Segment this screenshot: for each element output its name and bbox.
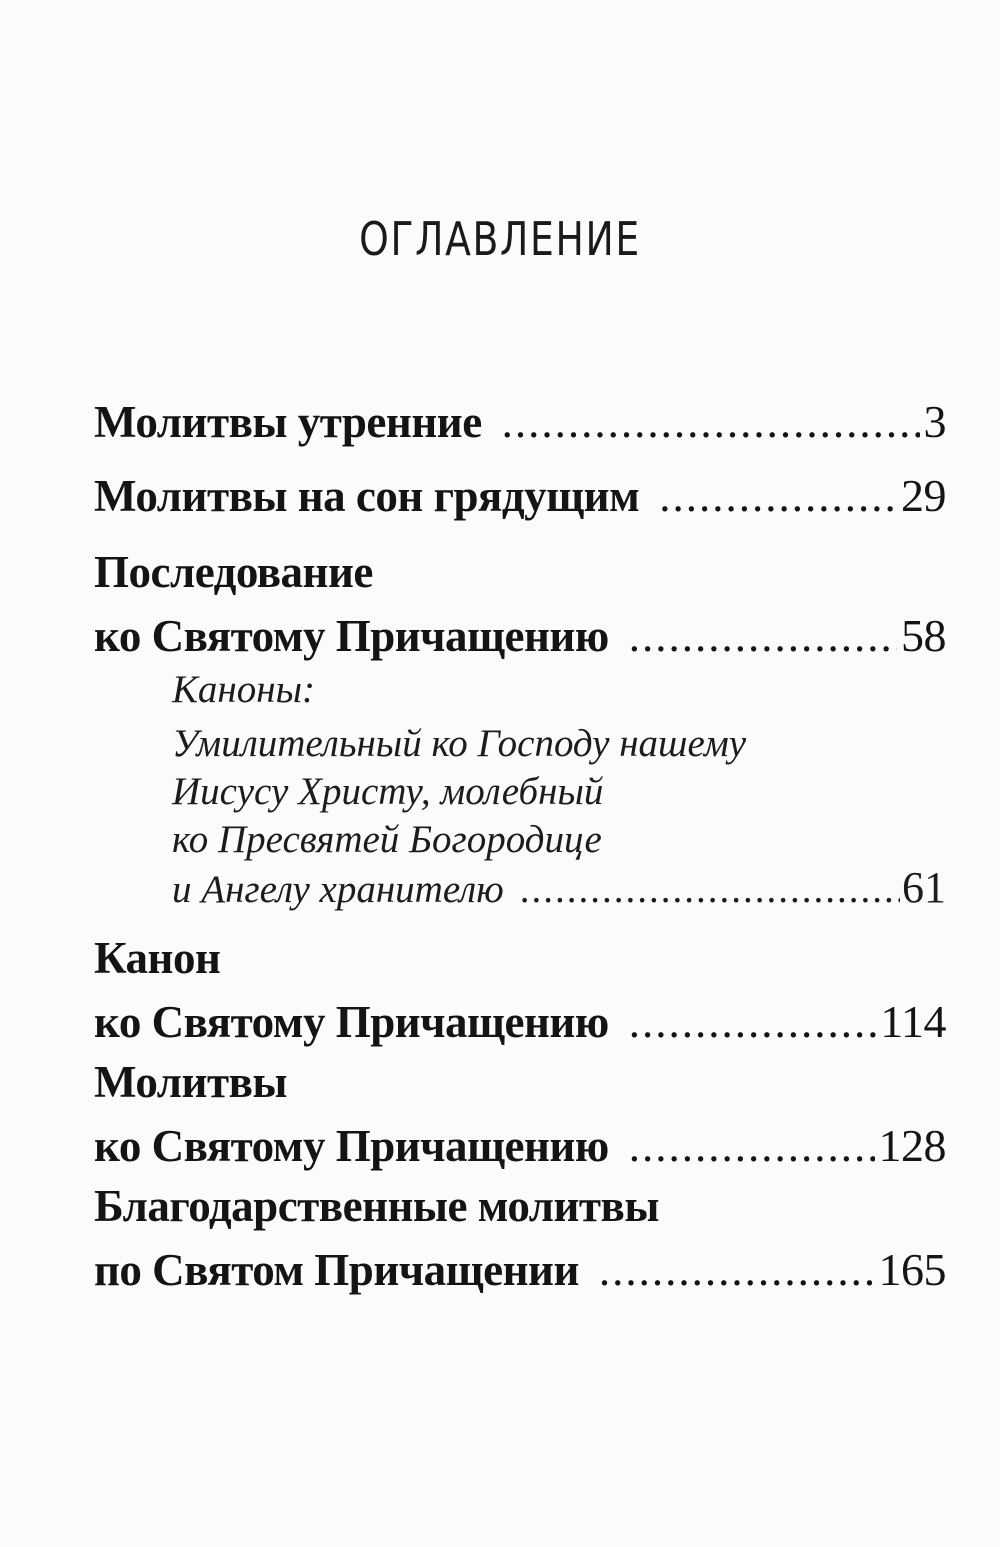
entry-title-line: по Святом Причащении	[94, 1245, 579, 1295]
toc-entry-thanksgiving-prayers[interactable]	[94, 1174, 946, 1302]
toc-title: ОГЛАВЛЕНИЕ	[359, 212, 641, 266]
dot-leader	[502, 390, 920, 454]
toc-entry-canons[interactable]	[172, 720, 946, 914]
sub-entry-line: Иисусу Христу, молебный	[172, 770, 604, 813]
toc-entry-communion-canon[interactable]	[94, 926, 946, 1054]
sub-entry-line: Умилительный ко Господу нашему	[172, 722, 747, 765]
toc-entry-communion-rule[interactable]	[94, 540, 946, 668]
page-number: 61	[902, 863, 946, 912]
page-number: 29	[901, 470, 946, 521]
entry-title-line: ко Святому Причащению	[94, 1121, 609, 1171]
page-number: 58	[901, 610, 946, 661]
toc-entry-communion-prayers[interactable]	[94, 1050, 946, 1178]
page-number: 165	[878, 1244, 946, 1295]
page-number: 128	[878, 1120, 946, 1171]
dot-leader	[629, 1114, 875, 1178]
sub-entry-line: ко Пресвятей Богородице	[172, 818, 602, 861]
dot-leader	[629, 604, 897, 668]
entry-title-line: Канон	[94, 933, 221, 983]
dot-leader	[520, 866, 900, 914]
entry-title-line: ко Святому Причащению	[94, 997, 609, 1047]
entry-title-line: Последование	[94, 547, 373, 597]
dot-leader	[629, 990, 876, 1054]
page-number: 3	[923, 396, 946, 447]
dot-leader	[659, 464, 897, 528]
entry-title: Молитвы на сон грядущим	[94, 471, 640, 521]
entry-title-line: ко Святому Причащению	[94, 611, 609, 661]
toc-entry-morning-prayers[interactable]	[94, 390, 946, 454]
dot-leader	[599, 1238, 875, 1302]
sub-section-heading: Каноны:	[172, 668, 315, 711]
entry-title-line: Благодарственные молитвы	[94, 1181, 659, 1231]
entry-title-line: Молитвы	[94, 1057, 288, 1107]
sub-entry-line: и Ангелу хранителю	[172, 868, 504, 911]
toc-entry-evening-prayers[interactable]	[94, 464, 946, 528]
entry-title: Молитвы утренние	[94, 397, 482, 447]
page-number: 114	[880, 996, 946, 1047]
